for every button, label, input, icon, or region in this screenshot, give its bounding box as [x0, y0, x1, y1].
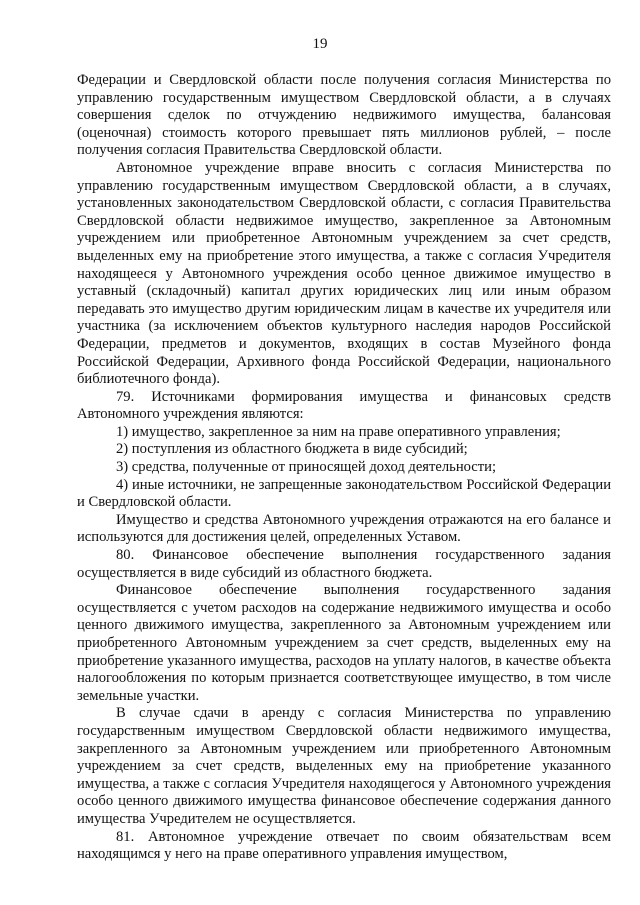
list-item-3: 3) средства, полученные от приносящей доход деятельности; [116, 459, 497, 476]
list-item-2: 2) поступления из областного бюджета в виде субсидий; [116, 441, 468, 458]
paragraph-contribution-rules: Автономное учреждение вправе вносить с согласия Министерства по управлению государственным имуществом Свердловской области, а в случаях, установленных законодательством Свердловской области, с согласия Правительства Свердловской области недвижимое имущество, закрепленное за Автономным учреждением или приобретенное Автономным учреждением за счет средств, выделенных ему на приобретение этого имущества, а также с согласия Учредителя находящееся у Автономного учреждения особо ценное движимое имущество в уставный (складочный) капитал других юридических лиц или иным образом передавать это имущество другим юридическим лицам в качестве их учредителя или участника (за исключением объектов культурного наследия народов Российской Федерации, предметов и документов, входящих в состав Музейного фонда Российской Федерации, Архивного фонда Российской Федерации, национального библиотечного фонда). [77, 159, 611, 388]
list-item-1: 1) имущество, закрепленное за ним на праве оперативного управления; [116, 423, 561, 440]
paragraph-clause-80: 80. Финансовое обеспечение выполнения государственного задания осуществляется в виде субсидий из областного бюджета. [77, 547, 611, 581]
paragraph-lease: В случае сдачи в аренду с согласия Министерства по управлению государственным имуществом Свердловской области недвижимого имущества, закрепленного за Автономным учреждением или приобретенного Автономным учреждением за счет средств, выделенных ему на приобретение указанного имущества, а также с согласия Учредителя находящегося у Автономного учреждения особо ценного движимого имущества финансовое обеспечение содержания данного имущества Учредителем не осуществляется. [77, 705, 611, 827]
document-body [77, 72, 611, 864]
paragraph-balance: Имущество и средства Автономного учреждения отражаются на его балансе и используются для достижения целей, определенных Уставом. [77, 511, 611, 546]
page-number: 19 [312, 36, 328, 52]
paragraph-continuation: Федерации и Свердловской области после получения согласия Министерства по управлению государственным имуществом Свердловской области, а в случаях совершения сделок по отчуждению недвижимого имущества, балансовая (оценочная) стоимость которого превышает пять миллионов рублей, – после получения согласия Правительства Свердловской области. [77, 72, 611, 159]
list-item-4: 4) иные источники, не запрещенные законодательством Российской Федерации и Свердловской области. [77, 476, 611, 511]
paragraph-financing: Финансовое обеспечение выполнения государственного задания осуществляется с учетом расходов на содержание недвижимого имущества и особо ценного движимого имущества, закрепленного за Автономным учреждением или приобретенного Автономным учреждением за счет средств, выделенных ему на приобретение указанного имущества, расходов на уплату налогов, в качестве объекта налогообложения по которым признается соответствующее имущество, в том числе земельные участки. [77, 582, 611, 704]
paragraph-clause-81: 81. Автономное учреждение отвечает по своим обязательствам всем находящимся у него на праве оперативного управления имуществом, [77, 828, 611, 863]
paragraph-clause-79: 79. Источниками формирования имущества и финансовых средств Автономного учреждения являются: [77, 388, 611, 423]
